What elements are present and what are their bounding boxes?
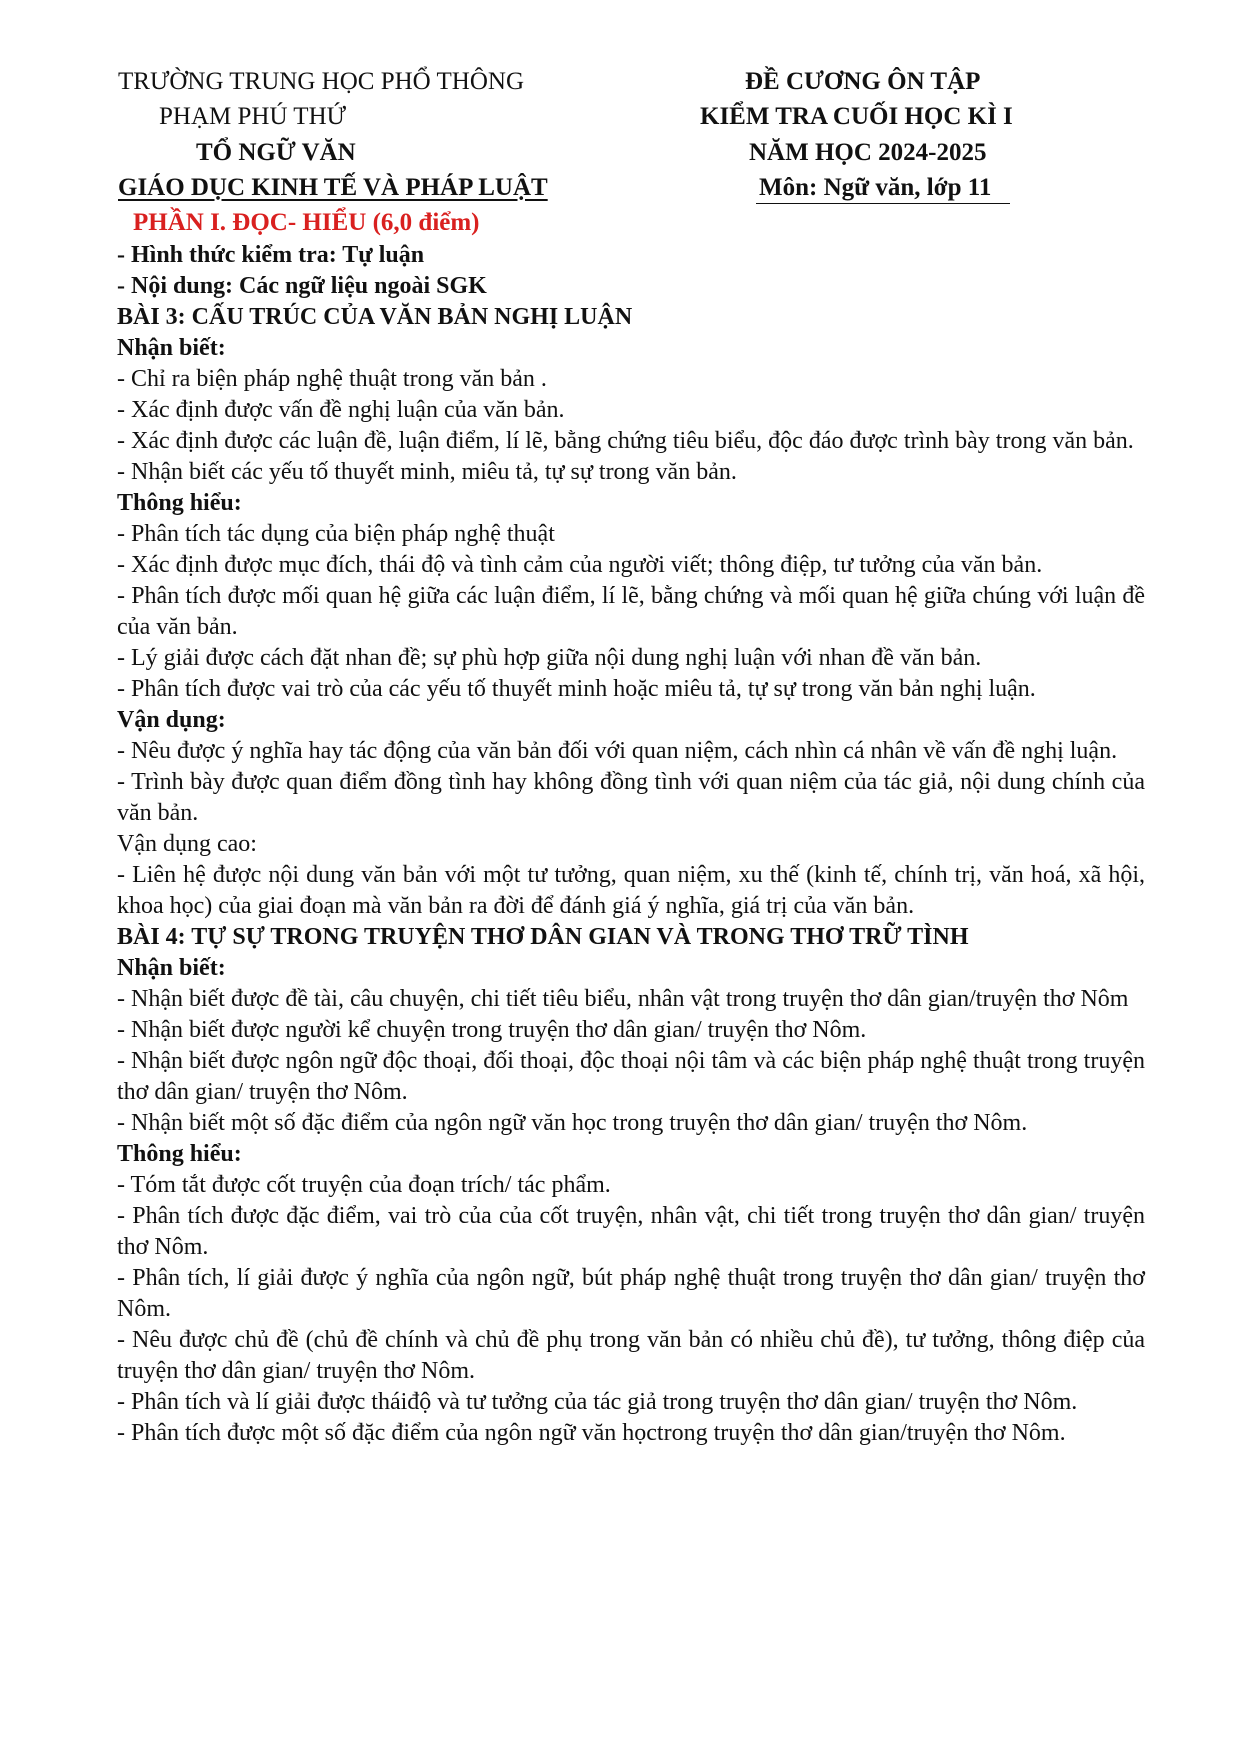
exam-title: KIỂM TRA CUỐI HỌC KÌ I xyxy=(700,103,1013,130)
department-name: TỔ NGỮ VĂN xyxy=(196,139,356,166)
paragraph: - Nêu được chủ đề (chủ đề chính và chủ đề phụ trong văn bản có nhiều chủ đề), tư tưởng, thông điệp của truyện thơ dân gian/ truyện thơ Nôm. xyxy=(117,1327,1145,1384)
paragraph: - Phân tích được đặc điểm, vai trò của của cốt truyện, nhân vật, chi tiết trong truyện thơ dân gian/ truyện thơ Nôm. xyxy=(117,1203,1145,1260)
school-name-line1: TRƯỜNG TRUNG HỌC PHỔ THÔNG xyxy=(118,68,524,95)
paragraph: - Phân tích, lí giải được ý nghĩa của ngôn ngữ, bút pháp nghệ thuật trong truyện thơ dân gian/ truyện thơ Nôm. xyxy=(117,1265,1145,1322)
paragraph: - Xác định được mục đích, thái độ và tình cảm của người viết; thông điệp, tư tưởng của văn bản. xyxy=(117,552,1043,578)
document-body xyxy=(117,240,1145,1449)
subheading: Thông hiểu: xyxy=(117,1141,242,1167)
paragraph: - Liên hệ được nội dung văn bản với một tư tưởng, quan niệm, xu thế (kinh tế, chính trị, văn hoá, xã hội, khoa học) của giai đoạn mà văn bản ra đời để đánh giá ý nghĩa, giá trị của văn bản. xyxy=(117,862,1145,919)
paragraph: - Nhận biết được ngôn ngữ độc thoại, đối thoại, độc thoại nội tâm và các biện pháp nghệ thuật trong truyện thơ dân gian/ truyện thơ Nôm. xyxy=(117,1048,1145,1105)
paragraph: - Tóm tắt được cốt truyện của đoạn trích/ tác phẩm. xyxy=(117,1172,611,1198)
paragraph: - Trình bày được quan điểm đồng tình hay không đồng tình với quan niệm của tác giả, nội dung chính của văn bản. xyxy=(117,769,1145,826)
subheading: - Nội dung: Các ngữ liệu ngoài SGK xyxy=(117,273,487,299)
paragraph: - Chỉ ra biện pháp nghệ thuật trong văn bản . xyxy=(117,366,547,392)
doc-title: ĐỀ CƯƠNG ÔN TẬP xyxy=(745,68,981,95)
paragraph: - Lý giải được cách đặt nhan đề; sự phù hợp giữa nội dung nghị luận với nhan đề văn bản. xyxy=(117,645,982,671)
paragraph: - Phân tích được một số đặc điểm của ngôn ngữ văn họctrong truyện thơ dân gian/truyện thơ Nôm. xyxy=(117,1420,1066,1446)
paragraph: - Xác định được vấn đề nghị luận của văn bản. xyxy=(117,397,565,423)
subheading: Vận dụng: xyxy=(117,707,226,733)
subheading: Thông hiểu: xyxy=(117,490,242,516)
section-heading: BÀI 4: TỰ SỰ TRONG TRUYỆN THƠ DÂN GIAN VÀ TRONG THƠ TRỮ TÌNH xyxy=(117,924,969,950)
paragraph: - Xác định được các luận đề, luận điểm, lí lẽ, bằng chứng tiêu biểu, độc đáo được trình bày trong văn bản. xyxy=(117,428,1134,454)
subject-underline xyxy=(756,203,1010,204)
paragraph: - Nhận biết được người kể chuyện trong truyện thơ dân gian/ truyện thơ Nôm. xyxy=(117,1017,867,1043)
paragraph: - Phân tích tác dụng của biện pháp nghệ thuật xyxy=(117,521,555,547)
school-name-line2: PHẠM PHÚ THỨ xyxy=(159,103,347,130)
paragraph: - Nhận biết một số đặc điểm của ngôn ngữ văn học trong truyện thơ dân gian/ truyện thơ Nôm. xyxy=(117,1110,1028,1136)
paragraph: - Nêu được ý nghĩa hay tác động của văn bản đối với quan niệm, cách nhìn cá nhân về vấn đề nghị luận. xyxy=(117,738,1118,764)
part1-title: PHẦN I. ĐỌC- HIỂU (6,0 điểm) xyxy=(133,209,480,236)
paragraph: - Phân tích và lí giải được tháiđộ và tư tưởng của tác giả trong truyện thơ dân gian/ truyện thơ Nôm. xyxy=(117,1389,1078,1415)
paragraph: - Nhận biết được đề tài, câu chuyện, chi tiết tiêu biểu, nhân vật trong truyện thơ dân gian/truyện thơ Nôm xyxy=(117,986,1129,1012)
paragraph: - Phân tích được mối quan hệ giữa các luận điểm, lí lẽ, bằng chứng và mối quan hệ giữa chúng với luận đề của văn bản. xyxy=(117,583,1145,640)
section-heading: BÀI 3: CẤU TRÚC CỦA VĂN BẢN NGHỊ LUẬN xyxy=(117,304,633,330)
subheading: - Hình thức kiểm tra: Tự luận xyxy=(117,242,425,268)
paragraph: - Phân tích được vai trò của các yếu tố thuyết minh hoặc miêu tả, tự sự trong văn bản nghị luận. xyxy=(117,676,1036,702)
paragraph: Vận dụng cao: xyxy=(117,831,257,857)
subject-label: Môn: Ngữ văn, lớp 11 xyxy=(759,174,992,201)
sub-department-name: GIÁO DỤC KINH TẾ VÀ PHÁP LUẬT xyxy=(118,174,548,201)
school-year: NĂM HỌC 2024-2025 xyxy=(749,139,987,166)
subheading: Nhận biết: xyxy=(117,955,226,981)
paragraph: - Nhận biết các yếu tố thuyết minh, miêu tả, tự sự trong văn bản. xyxy=(117,459,737,485)
subheading: Nhận biết: xyxy=(117,335,226,361)
